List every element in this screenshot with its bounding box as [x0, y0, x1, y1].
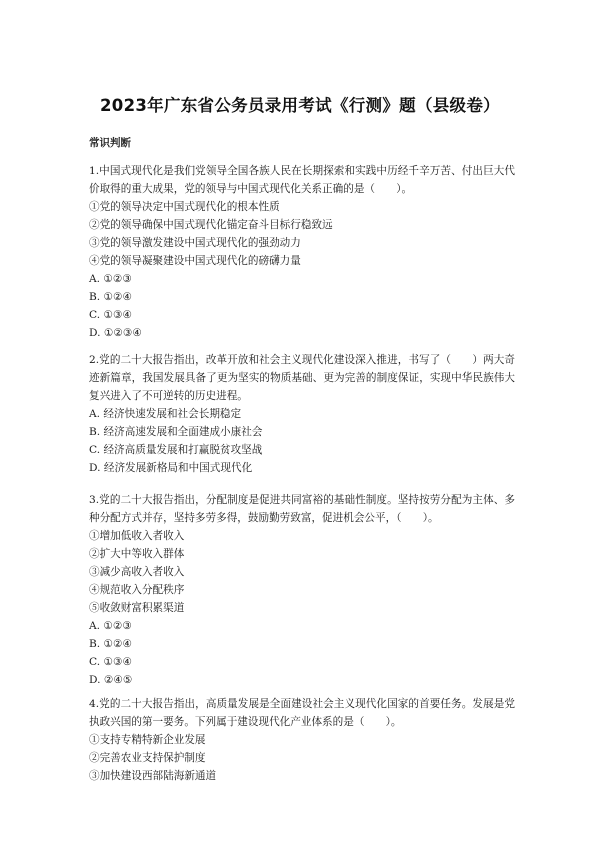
section-heading: 常识判断	[89, 137, 131, 149]
answer-option: B. 经济高速发展和全面建成小康社会	[89, 426, 263, 438]
statement: ⑤收敛财富积累渠道	[89, 602, 185, 614]
answer-option: C. ①③④	[89, 309, 132, 321]
statement: ④党的领导凝聚建设中国式现代化的磅礴力量	[89, 255, 301, 267]
question-stem: 4.党的二十大报告指出，高质量发展是全面建设社会主义现代化国家的首要任务。发展是党执政兴国的第一要务。下列属于建设现代化产业体系的是（ ）。	[89, 698, 515, 728]
statement: ③加快建设西部陆海新通道	[89, 770, 217, 782]
answer-option: A. ①②③	[89, 620, 132, 632]
statement: ②党的领导确保中国式现代化锚定奋斗目标行稳致远	[89, 219, 333, 231]
question-1	[89, 162, 515, 342]
statement: ②扩大中等收入群体	[89, 548, 185, 560]
question-stem: 2.党的二十大报告指出，改革开放和社会主义现代化建设深入推进，书写了（ ）两大奇迹新篇章，我国发展具备了更为坚实的物质基础、更为完善的制度保证，实现中华民族伟大复兴进入了不可逆转的历史进程。	[89, 354, 515, 402]
answer-option: C. ①③④	[89, 656, 132, 668]
answer-option: D. ②④⑤	[89, 674, 133, 686]
statement: ②完善农业支持保护制度	[89, 752, 206, 764]
statement: ③党的领导激发建设中国式现代化的强劲动力	[89, 237, 301, 249]
question-3	[89, 491, 515, 689]
answer-option: C. 经济高质量发展和打赢脱贫攻坚战	[89, 444, 263, 456]
answer-option: D. 经济发展新格局和中国式现代化	[89, 462, 253, 474]
question-4	[89, 695, 515, 785]
answer-option: B. ①②④	[89, 638, 133, 650]
statement: ③减少高收入者收入	[89, 566, 185, 578]
document-title: 2023年广东省公务员录用考试《行测》题（县级卷）	[100, 96, 500, 115]
statement: ④规范收入分配秩序	[89, 584, 185, 596]
question-2	[89, 351, 515, 477]
statement: ①党的领导决定中国式现代化的根本性质	[89, 201, 280, 213]
question-stem: 1.中国式现代化是我们党领导全国各族人民在长期探索和实践中历经千辛万苦、付出巨大代价取得的重大成果，党的领导与中国式现代化关系正确的是（ ）。	[89, 165, 515, 195]
statement: ①增加低收入者收入	[89, 530, 185, 542]
answer-option: B. ①②④	[89, 291, 133, 303]
answer-option: A. ①②③	[89, 273, 132, 285]
answer-option: D. ①②③④	[89, 327, 142, 339]
answer-option: A. 经济快速发展和社会长期稳定	[89, 408, 242, 420]
statement: ①支持专精特新企业发展	[89, 734, 206, 746]
question-stem: 3.党的二十大报告指出，分配制度是促进共同富裕的基础性制度。坚持按劳分配为主体、多种分配方式并存，坚持多劳多得，鼓励勤劳致富，促进机会公平，（ ）。	[89, 494, 515, 524]
